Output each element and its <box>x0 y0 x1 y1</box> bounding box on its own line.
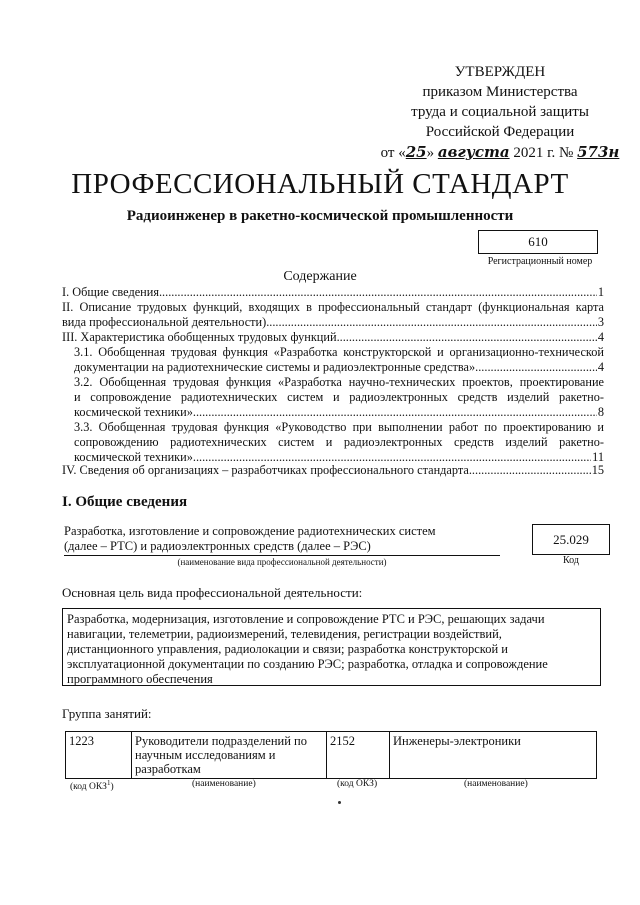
toc-item-text: и сопровождение радиотехнических систем и радиоэлектронных средств изделий ракетно- <box>74 390 604 404</box>
activity-caption: (наименование вида профессиональной деятельности) <box>177 557 387 567</box>
approval-date <box>380 142 620 163</box>
date-prefix: от « <box>380 145 406 161</box>
activity-line: (далее – РТС) и радиоэлектронных средств (далее – РЭС) <box>64 539 371 553</box>
date-year: 2021 г. № <box>509 145 578 161</box>
approval-title: УТВЕРЖДЕН <box>454 64 546 80</box>
toc-item-text: документации на радиотехнические системы и радиоэлектронные средства» <box>74 360 476 374</box>
occupation-name-line: разработкам <box>135 762 201 776</box>
toc-item-3-1[interactable] <box>74 345 604 375</box>
toc-leader <box>469 463 591 478</box>
caption-text: (код ОКЗ <box>70 782 107 793</box>
goal-line: навигации, телеметрии, радиоизмерений, телевидения, регистрации воздействий, <box>67 627 502 641</box>
scan-speck <box>338 801 341 804</box>
approval-country: Российской Федерации <box>425 124 575 140</box>
toc-page: 3 <box>597 315 604 329</box>
registration-number-box: 610 <box>478 230 598 254</box>
toc-leader <box>159 285 597 300</box>
toc-item-text: космической техники» <box>74 450 193 464</box>
toc-leader <box>337 330 597 345</box>
table-row <box>66 732 597 779</box>
date-mid: » <box>426 145 438 161</box>
okz-code-cell: 2152 <box>327 732 390 779</box>
toc-heading: Содержание <box>283 269 357 284</box>
toc-item-text: I. Общие сведения <box>62 285 159 299</box>
handwritten-month: августа <box>437 143 510 161</box>
handwritten-number: 573н <box>577 143 620 161</box>
toc-item-text: III. Характеристика обобщенных трудовых функций <box>62 330 337 344</box>
activity-line: Разработка, изготовление и сопровождение радиотехнических систем <box>64 524 436 538</box>
toc-page: 4 <box>597 360 604 374</box>
toc-page: 11 <box>592 450 604 464</box>
toc-item-3[interactable] <box>62 330 604 345</box>
approval-ministry: труда и социальной защиты <box>411 104 589 120</box>
occupation-group-label: Группа занятий: <box>62 706 152 721</box>
caption-okz-code-2: (код ОКЗ) <box>337 779 378 789</box>
registration-number-label: Регистрационный номер <box>487 256 593 267</box>
toc-item-3-3[interactable] <box>74 420 604 465</box>
caption-name-1: (наименование) <box>192 779 256 789</box>
toc-page: 8 <box>597 405 604 419</box>
occupation-name-line: Руководители подразделений по <box>135 734 307 748</box>
toc-leader <box>266 315 597 330</box>
handwritten-day: 25 <box>405 143 427 161</box>
toc-leader <box>475 360 597 375</box>
goal-box <box>62 608 601 686</box>
document-title: ПРОФЕССИОНАЛЬНЫЙ СТАНДАРТ <box>71 168 569 200</box>
goal-label: Основная цель вида профессиональной деятельности: <box>62 585 363 600</box>
toc-item-text: 3.2. Обобщенная трудовая функция «Разработка научно-технических проектов, проектирование <box>74 375 604 389</box>
caption-name-2: (наименование) <box>464 779 528 789</box>
toc-page: 15 <box>591 463 604 477</box>
goal-line: дистанционного управления, радиолокации и связи; разработка конструкторской и <box>67 642 508 656</box>
toc-item-text: сопровождению радиотехнических систем и радиоэлектронных средств изделий ракетно- <box>74 435 604 449</box>
toc-item-text: II. Описание трудовых функций, входящих в профессиональный стандарт (функциональная карта <box>62 300 604 314</box>
approval-order: приказом Министерства <box>422 84 578 100</box>
activity-code-label: Код <box>563 555 579 566</box>
activity-name <box>64 524 500 556</box>
toc-item-2[interactable] <box>62 300 604 330</box>
toc-item-3-2[interactable] <box>74 375 604 420</box>
occupation-name-line: научным исследованиям и <box>135 748 276 762</box>
toc-leader <box>193 405 597 420</box>
toc-item-text: вида профессиональной деятельности) <box>62 315 267 329</box>
toc-page: 1 <box>597 285 604 299</box>
toc-item-text: 3.1. Обобщенная трудовая функция «Разработка конструкторской и организационно-технической <box>74 345 604 359</box>
section-heading: I. Общие сведения <box>62 494 188 510</box>
goal-line: Разработка, модернизация, изготовление и сопровождение РТС и РЭС, решающих задачи <box>67 612 545 626</box>
activity-code: 25.029 <box>532 524 610 555</box>
toc-page: 4 <box>597 330 604 344</box>
occupation-name-cell <box>132 732 327 779</box>
caption-okz-code-1 <box>70 779 114 792</box>
goal-line: эксплуатационной документации по созданию РЭС; разработка, отладка и сопровождение <box>67 657 548 671</box>
occupation-name-line: Инженеры-электроники <box>393 734 521 748</box>
document-subtitle: Радиоинженер в ракетно-космической промышленности <box>126 208 514 224</box>
okz-code-cell: 1223 <box>66 732 132 779</box>
occupation-name-cell <box>390 732 597 779</box>
toc-item-1[interactable] <box>62 285 604 300</box>
goal-line: программного обеспечения <box>67 672 213 686</box>
toc-item-text: 3.3. Обобщенная трудовая функция «Руководство при выполнении работ по проектированию и <box>74 420 604 434</box>
approval-block <box>380 62 620 163</box>
occupation-table <box>65 731 597 779</box>
toc-item-text: космической техники» <box>74 405 193 419</box>
toc-item-text: IV. Сведения об организациях – разработчиках профессионального стандарта <box>62 463 469 477</box>
footnote-marker[interactable]: 1 <box>106 779 111 787</box>
caption-text: ) <box>110 782 114 793</box>
toc-item-4[interactable] <box>62 463 604 478</box>
